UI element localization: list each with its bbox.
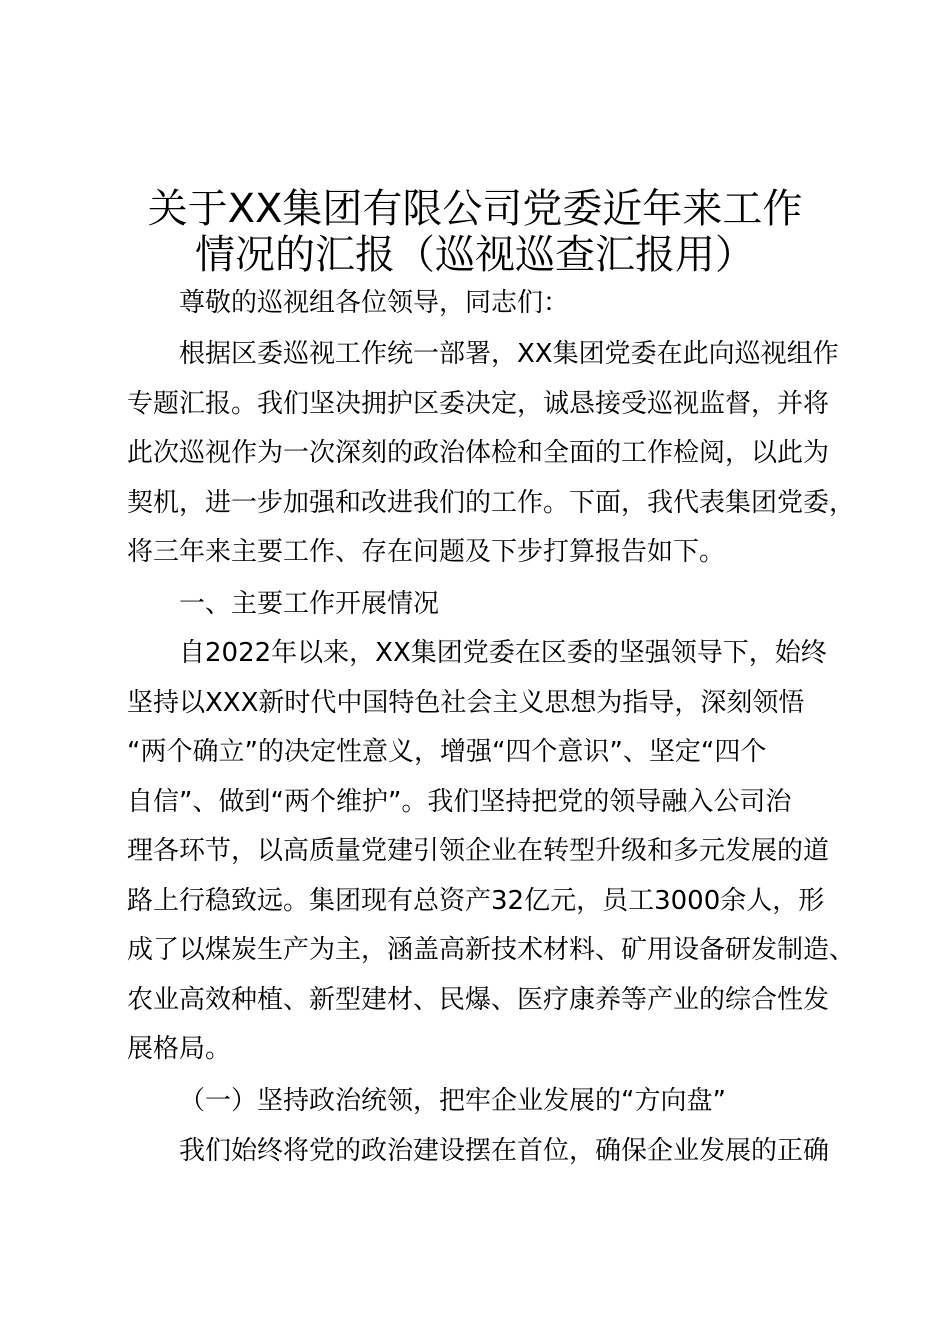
paragraph-line: 路上行稳致远。集团现有总资产32亿元，员工3000余人，形 [127, 886, 825, 916]
paragraph-line: 契机，进一步加强和改进我们的工作。下面，我代表集团党委， [127, 488, 856, 518]
paragraph-line: 展格局。 [127, 1034, 232, 1064]
paragraph-line: 农业高效种植、新型建材、民爆、医疗康养等产业的综合性发 [127, 985, 830, 1015]
paragraph-line: “两个确立”的决定性意义，增强“四个意识”、坚定“四个 [127, 737, 767, 767]
document-title-line-1: 关于XX集团有限公司党委近年来工作 [147, 186, 803, 232]
paragraph-line: 根据区委巡视工作统一部署，XX集团党委在此向巡视组作 [179, 339, 839, 369]
salutation: 尊敬的巡视组各位领导，同志们： [179, 288, 570, 318]
paragraph-line: 此次巡视作为一次深刻的政治体检和全面的工作检阅，以此为 [127, 438, 830, 468]
paragraph-line: 成了以煤炭生产为主，涵盖高新技术材料、矿用设备研发制造、 [127, 935, 856, 965]
section-heading: 一、主要工作开展情况 [179, 589, 440, 619]
paragraph-line: 坚持以XXX新时代中国特色社会主义思想为指导，深刻领悟 [127, 688, 805, 718]
paragraph-line: 自信”、做到“两个维护”。我们坚持把党的领导融入公司治 [127, 787, 792, 817]
paragraph-line: 我们始终将党的政治建设摆在首位，确保企业发展的正确 [179, 1136, 830, 1166]
subsection-heading: （一）坚持政治统领，把牢企业发展的“方向盘” [179, 1086, 726, 1116]
paragraph-line: 自2022年以来，XX集团党委在区委的坚强领导下，始终 [179, 638, 827, 668]
document-title-line-2: 情况的汇报（巡视巡查汇报用） [195, 232, 755, 278]
paragraph-line: 将三年来主要工作、存在问题及下步打算报告如下。 [127, 537, 726, 567]
paragraph-line: 专题汇报。我们坚决拥护区委决定，诚恳接受巡视监督，并将 [127, 389, 830, 419]
paragraph-line: 理各环节，以高质量党建引领企业在转型升级和多元发展的道 [127, 836, 830, 866]
